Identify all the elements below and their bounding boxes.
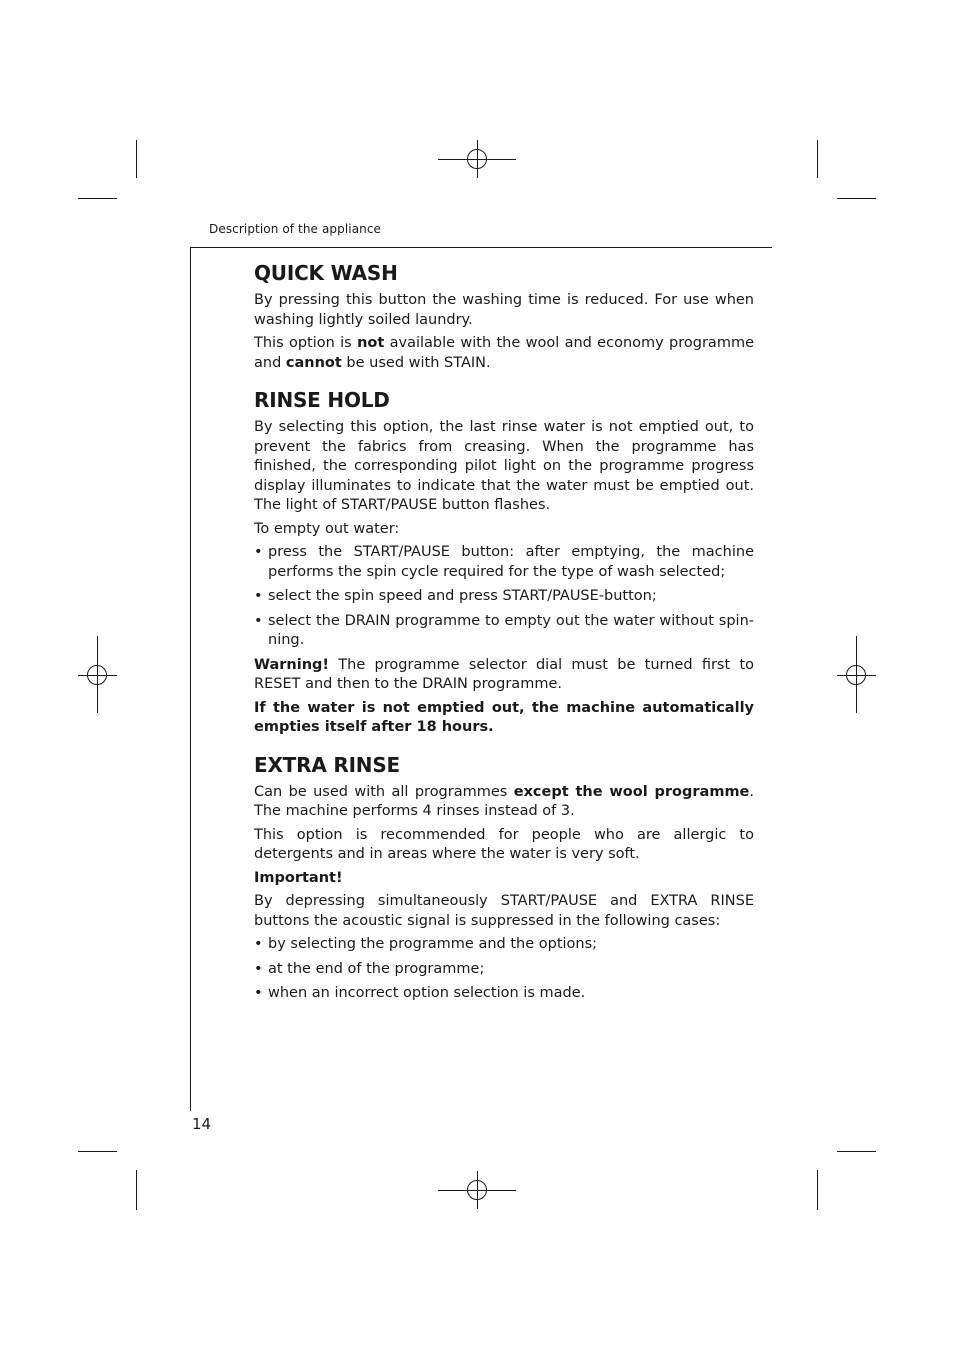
emphasis-not: not (357, 335, 385, 351)
section-rinse-hold (254, 387, 754, 738)
section-quick-wash (254, 260, 754, 373)
page-content (254, 260, 754, 1009)
emphasis-cannot: cannot (285, 354, 342, 371)
section-extra-rinse (254, 752, 754, 1004)
list-item: • press the START/PAUSE button: after emptying, the machine performs the spin cycle required for the type of wash selected; (254, 543, 754, 582)
heading-rinse-hold: RINSE HOLD (254, 388, 390, 412)
note-bold: If the water is not emptied out, the machine automatically empties itself after 18 hours. (254, 699, 754, 735)
warning-label: Warning! (254, 656, 330, 673)
heading-extra-rinse: EXTRA RINSE (254, 752, 401, 777)
side-rule (190, 247, 191, 1111)
quick-wash-paragraph-2 (254, 334, 754, 373)
text-run: This option is (254, 335, 358, 351)
rinse-hold-paragraph-1: By selecting this option, the last rinse water is not emptied out, to prevent the fabrics from creasing. When the programme has finished, the corresponding pilot light on the programme progress display illuminates to indicate that the water must be emptied out. The light of START/PAUSE button flashes. (254, 419, 754, 513)
emphasis-except-wool: except the wool programme (513, 783, 750, 800)
list-item: • at the end of the programme; (254, 960, 754, 980)
important-label (254, 869, 754, 889)
rinse-hold-warning (254, 656, 754, 695)
list-item: • when an incorrect option selection is made. (254, 984, 754, 1004)
warning-text: The programme selector dial must be turned first to RESET and then to the DRAIN programme. (254, 656, 754, 692)
quick-wash-paragraph-1: By pressing this button the washing time is reduced. For use when washing lightly soiled laundry. (254, 292, 754, 328)
rinse-hold-note (254, 699, 754, 738)
running-head: Description of the appliance (209, 222, 382, 236)
page-number: 14 (192, 1115, 212, 1133)
rinse-hold-paragraph-2: To empty out water: (254, 520, 400, 537)
text-run: available with the wool and economy programme and (254, 335, 754, 371)
extra-rinse-paragraph-2: This option is recommended for people who are allergic to detergents and in areas where the water is very soft. (254, 826, 754, 862)
extra-rinse-paragraph-3: By depressing simultaneously START/PAUSE and EXTRA RINSE buttons the acoustic signal is suppressed in the following cases: (254, 893, 754, 929)
list-item: • by selecting the programme and the options; (254, 935, 754, 955)
list-item: • select the spin speed and press START/PAUSE-button; (254, 587, 754, 607)
text-run: be used with STAIN. (341, 354, 491, 371)
list-item: • select the DRAIN programme to empty out the water without spinning. (254, 612, 754, 651)
header-rule (190, 247, 772, 248)
text-run: Can be used with all programmes (254, 783, 514, 800)
extra-rinse-paragraph-1 (254, 783, 754, 822)
heading-quick-wash: QUICK WASH (254, 261, 398, 285)
text-run: . The machine performs 4 rinses instead of 3. (254, 783, 754, 819)
important-bold: Important! (254, 869, 343, 886)
